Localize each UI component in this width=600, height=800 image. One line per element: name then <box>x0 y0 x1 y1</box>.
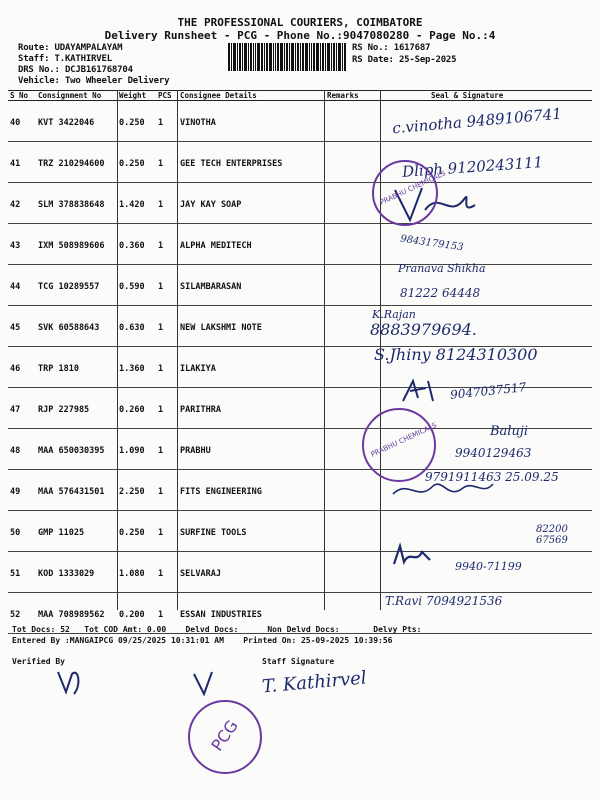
row-sno: 45 <box>8 306 36 347</box>
row-weight: 1.080 <box>117 552 156 593</box>
signature-scribble-47 <box>398 376 448 406</box>
column-divider <box>177 90 178 610</box>
row-sno: 51 <box>8 552 36 593</box>
signature-42: 9843179153 <box>399 233 465 254</box>
signature-48-name: Baluji <box>490 424 529 439</box>
signature-40: c.vinotha 9489106741 <box>391 104 563 138</box>
row-consignee: ILAKIYA <box>178 347 325 388</box>
row-pcs: 1 <box>156 470 178 511</box>
staff-label: Staff: T.KATHIRVEL <box>18 54 112 64</box>
row-weight: 0.200 <box>117 593 156 634</box>
row-pcs: 1 <box>156 347 178 388</box>
row-remarks <box>325 101 381 142</box>
row-consignee: SILAMBARASAN <box>178 265 325 306</box>
table-row <box>8 224 592 265</box>
col-weight: Weight <box>117 91 156 101</box>
row-sno: 50 <box>8 511 36 552</box>
runsheet-subtitle: Delivery Runsheet - PCG - Phone No.:9047080280 - Page No.:4 <box>104 29 496 42</box>
rs-date: RS Date: 25-Sep-2025 <box>352 55 457 65</box>
row-consignment: MAA 708989562 <box>36 593 117 634</box>
row-consignment: TCG 10289557 <box>36 265 117 306</box>
signature-48-phone: 9940129463 <box>455 446 532 460</box>
row-consignment: IXM 508989606 <box>36 224 117 265</box>
signature-45-name: K.Rajan <box>372 308 416 321</box>
row-sno: 41 <box>8 142 36 183</box>
col-consignee: Consignee Details <box>178 91 325 101</box>
row-consignee: GEE TECH ENTERPRISES <box>178 142 325 183</box>
col-remarks: Remarks <box>325 91 381 101</box>
col-pcs: PCS <box>156 91 178 101</box>
row-pcs: 1 <box>156 183 178 224</box>
signature-44-phone: 81222 64448 <box>400 286 481 300</box>
row-consignee: ALPHA MEDITECH <box>178 224 325 265</box>
table-row <box>8 183 592 224</box>
row-consignment: GMP 11025 <box>36 511 117 552</box>
row-sno: 40 <box>8 101 36 142</box>
row-weight: 1.090 <box>117 429 156 470</box>
signature-49: 9791911463 25.09.25 <box>425 470 559 484</box>
row-sno: 49 <box>8 470 36 511</box>
row-sno: 44 <box>8 265 36 306</box>
signature-52: T.Ravi 7094921536 <box>385 594 503 608</box>
verifier-signature <box>52 664 92 700</box>
row-consignee: VINOTHA <box>178 101 325 142</box>
drs-number: DRS No.: DCJB161768704 <box>18 65 133 75</box>
row-consignment: KVT 3422046 <box>36 101 117 142</box>
row-consignment: KOD 1333029 <box>36 552 117 593</box>
col-sno: S No <box>8 91 36 101</box>
table-header-row <box>8 91 592 101</box>
entered-by: Entered By :MANGAIPCG 09/25/2025 10:31:01 AM Printed On: 25-09-2025 10:39:56 <box>12 636 393 645</box>
row-pcs: 1 <box>156 511 178 552</box>
row-pcs: 1 <box>156 306 178 347</box>
row-pcs: 1 <box>156 224 178 265</box>
signature-46: S.Jhiny 8124310300 <box>374 345 538 364</box>
row-pcs: 1 <box>156 101 178 142</box>
row-sno: 47 <box>8 388 36 429</box>
row-consignment: MAA 576431501 <box>36 470 117 511</box>
signature-51: 9940-71199 <box>455 560 522 573</box>
row-weight: 0.360 <box>117 224 156 265</box>
totals-line: Tot Docs: 52 Tot COD Amt: 0.00 Delvd Docs: Non Delvd Docs: Delvy Pts: <box>12 625 422 634</box>
row-sno: 52 <box>8 593 36 634</box>
row-consignment: RJP 227985 <box>36 388 117 429</box>
row-remarks <box>325 470 381 511</box>
row-weight: 1.360 <box>117 347 156 388</box>
row-consignment: TRZ 210294600 <box>36 142 117 183</box>
route-label: Route: UDAYAMPALAYAM <box>18 43 123 53</box>
column-divider <box>117 90 118 610</box>
row-consignee: SURFINE TOOLS <box>178 511 325 552</box>
row-weight: 0.250 <box>117 142 156 183</box>
row-pcs: 1 <box>156 552 178 593</box>
row-consignment: SVK 60588643 <box>36 306 117 347</box>
vehicle-label: Vehicle: Two Wheeler Delivery <box>18 76 170 86</box>
row-pcs: 1 <box>156 429 178 470</box>
row-remarks <box>325 511 381 552</box>
col-consignment: Consignment No <box>36 91 117 101</box>
row-remarks <box>325 265 381 306</box>
row-weight: 0.260 <box>117 388 156 429</box>
row-weight: 2.250 <box>117 470 156 511</box>
staff-signature-label: Staff Signature <box>262 657 335 666</box>
table-row <box>8 306 592 347</box>
company-title: THE PROFESSIONAL COURIERS, COIMBATORE <box>177 16 423 29</box>
row-remarks <box>325 224 381 265</box>
row-remarks <box>325 347 381 388</box>
row-consignee: SELVARAJ <box>178 552 325 593</box>
row-remarks <box>325 142 381 183</box>
pcg-stamp: PCG <box>188 700 262 774</box>
row-pcs: 1 <box>156 142 178 183</box>
row-weight: 0.590 <box>117 265 156 306</box>
total-cod: 0.00 <box>146 625 167 634</box>
row-remarks <box>325 552 381 593</box>
table-row <box>8 265 592 306</box>
row-sno: 43 <box>8 224 36 265</box>
staff-signature: T. Kathirvel <box>261 667 368 698</box>
row-pcs: 1 <box>156 388 178 429</box>
row-consignment: MAA 650030395 <box>36 429 117 470</box>
tick-mark <box>188 668 228 698</box>
row-pcs: 1 <box>156 593 178 634</box>
row-consignee: PARITHRA <box>178 388 325 429</box>
row-weight: 1.420 <box>117 183 156 224</box>
column-divider <box>324 90 325 610</box>
barcode-image <box>228 43 346 71</box>
signature-45-phone: 8883979694. <box>370 320 477 339</box>
row-sno: 42 <box>8 183 36 224</box>
row-consignee: ESSAN INDUSTRIES <box>178 593 325 634</box>
col-seal-signature: Seal & Signature <box>381 91 592 101</box>
row-consignee: NEW LAKSHMI NOTE <box>178 306 325 347</box>
rs-number: RS No.: 1617687 <box>352 43 431 53</box>
row-sno: 46 <box>8 347 36 388</box>
row-consignee: FITS ENGINEERING <box>178 470 325 511</box>
table-row <box>8 511 592 552</box>
row-weight: 0.250 <box>117 511 156 552</box>
total-docs: 52 <box>60 625 70 634</box>
signature-50: 82200 67569 <box>536 524 568 546</box>
row-consignment: SLM 378838648 <box>36 183 117 224</box>
verified-by-label: Verified By <box>12 657 65 666</box>
prabhu-stamp-2: PRABHU CHEMICALS <box>362 408 436 482</box>
row-consignment: TRP 1810 <box>36 347 117 388</box>
signature-41: Dliph 9120243111 <box>401 153 544 181</box>
row-weight: 0.250 <box>117 101 156 142</box>
row-sno: 48 <box>8 429 36 470</box>
prabhu-stamp-1: PRABHU CHEMICALS <box>372 160 438 226</box>
row-consignee: JAY KAY SOAP <box>178 183 325 224</box>
row-weight: 0.630 <box>117 306 156 347</box>
row-consignee: PRABHU <box>178 429 325 470</box>
signature-47: 9047037517 <box>449 380 527 402</box>
signature-44-name: Pranava Shikha <box>398 262 486 275</box>
row-pcs: 1 <box>156 265 178 306</box>
signature-scribble-51 <box>390 542 440 570</box>
